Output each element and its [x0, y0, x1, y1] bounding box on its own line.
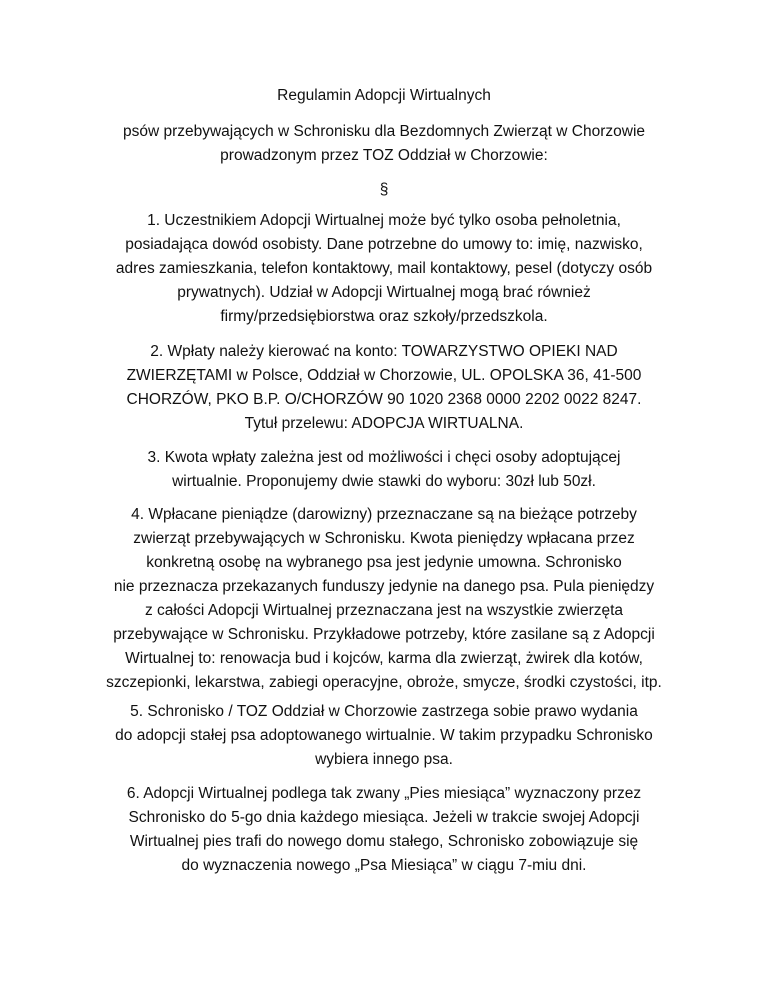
- paragraph-line: prywatnych). Udział w Adopcji Wirtualnej mogą brać również: [177, 284, 591, 301]
- paragraph-line: adres zamieszkania, telefon kontaktowy, mail kontaktowy, pesel (dotyczy osób: [115, 260, 653, 277]
- document-title: [84, 84, 684, 108]
- paragraph-line: nie przeznacza przekazanych funduszy jedynie na danego psa. Pula pieniędzy: [113, 578, 655, 595]
- paragraph-6: [84, 782, 684, 878]
- paragraph-line: 2. Wpłaty należy kierować na konto: TOWARZYSTWO OPIEKI NAD: [150, 343, 618, 360]
- paragraph-3: [84, 446, 684, 494]
- paragraph-4: [84, 503, 684, 695]
- section-mark-text: §: [379, 181, 389, 198]
- paragraph-1: [84, 209, 684, 329]
- paragraph-line: konkretną osobę na wybranego psa jest jedynie umowna. Schronisko: [146, 554, 622, 571]
- paragraph-5: [84, 700, 684, 772]
- paragraph-line: ZWIERZĘTAMI w Polsce, Oddział w Chorzowie, UL. OPOLSKA 36, 41-500: [126, 367, 642, 384]
- subtitle-line: psów przebywających w Schronisku dla Bezdomnych Zwierząt w Chorzowie: [122, 123, 646, 140]
- title-line: Regulamin Adopcji Wirtualnych: [277, 87, 491, 104]
- paragraph-line: firmy/przedsiębiorstwa oraz szkoły/przedszkola.: [220, 308, 548, 325]
- paragraph-line: do adopcji stałej psa adoptowanego wirtualnie. W takim przypadku Schronisko: [115, 727, 653, 744]
- section-mark: [84, 178, 684, 202]
- paragraph-line: 4. Wpłacane pieniądze (darowizny) przeznaczane są na bieżące potrzeby: [131, 506, 637, 523]
- paragraph-line: do wyznaczenia nowego „Psa Miesiąca” w ciągu 7-miu dni.: [181, 857, 587, 874]
- subtitle-line: prowadzonym przez TOZ Oddział w Chorzowie:: [220, 147, 548, 164]
- paragraph-line: wybiera innego psa.: [315, 751, 453, 768]
- paragraph-line: 6. Adopcji Wirtualnej podlega tak zwany „Pies miesiąca” wyznaczony przez: [126, 785, 642, 802]
- paragraph-line: Tytuł przelewu: ADOPCJA WIRTUALNA.: [244, 415, 524, 432]
- paragraph-line: zwierząt przebywających w Schronisku. Kwota pieniędzy wpłacana przez: [133, 530, 635, 547]
- paragraph-line: Schronisko do 5-go dnia każdego miesiąca. Jeżeli w trakcie swojej Adopcji: [128, 809, 640, 826]
- paragraph-2: [84, 340, 684, 436]
- paragraph-line: szczepionki, lekarstwa, zabiegi operacyjne, obroże, smycze, środki czystości, itp.: [106, 674, 662, 691]
- paragraph-line: 3. Kwota wpłaty zależna jest od możliwości i chęci osoby adoptującej: [147, 449, 621, 466]
- paragraph-line: z całości Adopcji Wirtualnej przeznaczana jest na wszystkie zwierzęta: [144, 602, 624, 619]
- paragraph-line: Wirtualnej pies trafi do nowego domu stałego, Schronisko zobowiązuje się: [129, 833, 639, 850]
- paragraph-line: przebywające w Schronisku. Przykładowe potrzeby, które zasilane są z Adopcji: [113, 626, 655, 643]
- document-subtitle: [84, 120, 684, 168]
- paragraph-line: posiadająca dowód osobisty. Dane potrzebne do umowy to: imię, nazwisko,: [125, 236, 643, 253]
- paragraph-line: Wirtualnej to: renowacja bud i kojców, karma dla zwierząt, żwirek dla kotów,: [125, 650, 643, 667]
- paragraph-line: 1. Uczestnikiem Adopcji Wirtualnej może być tylko osoba pełnoletnia,: [147, 212, 621, 229]
- paragraph-line: 5. Schronisko / TOZ Oddział w Chorzowie zastrzega sobie prawo wydania: [130, 703, 638, 720]
- paragraph-line: wirtualnie. Proponujemy dwie stawki do wyboru: 30zł lub 50zł.: [172, 473, 596, 490]
- paragraph-line: CHORZÓW, PKO B.P. O/CHORZÓW 90 1020 2368 0000 2202 0022 8247.: [126, 391, 642, 408]
